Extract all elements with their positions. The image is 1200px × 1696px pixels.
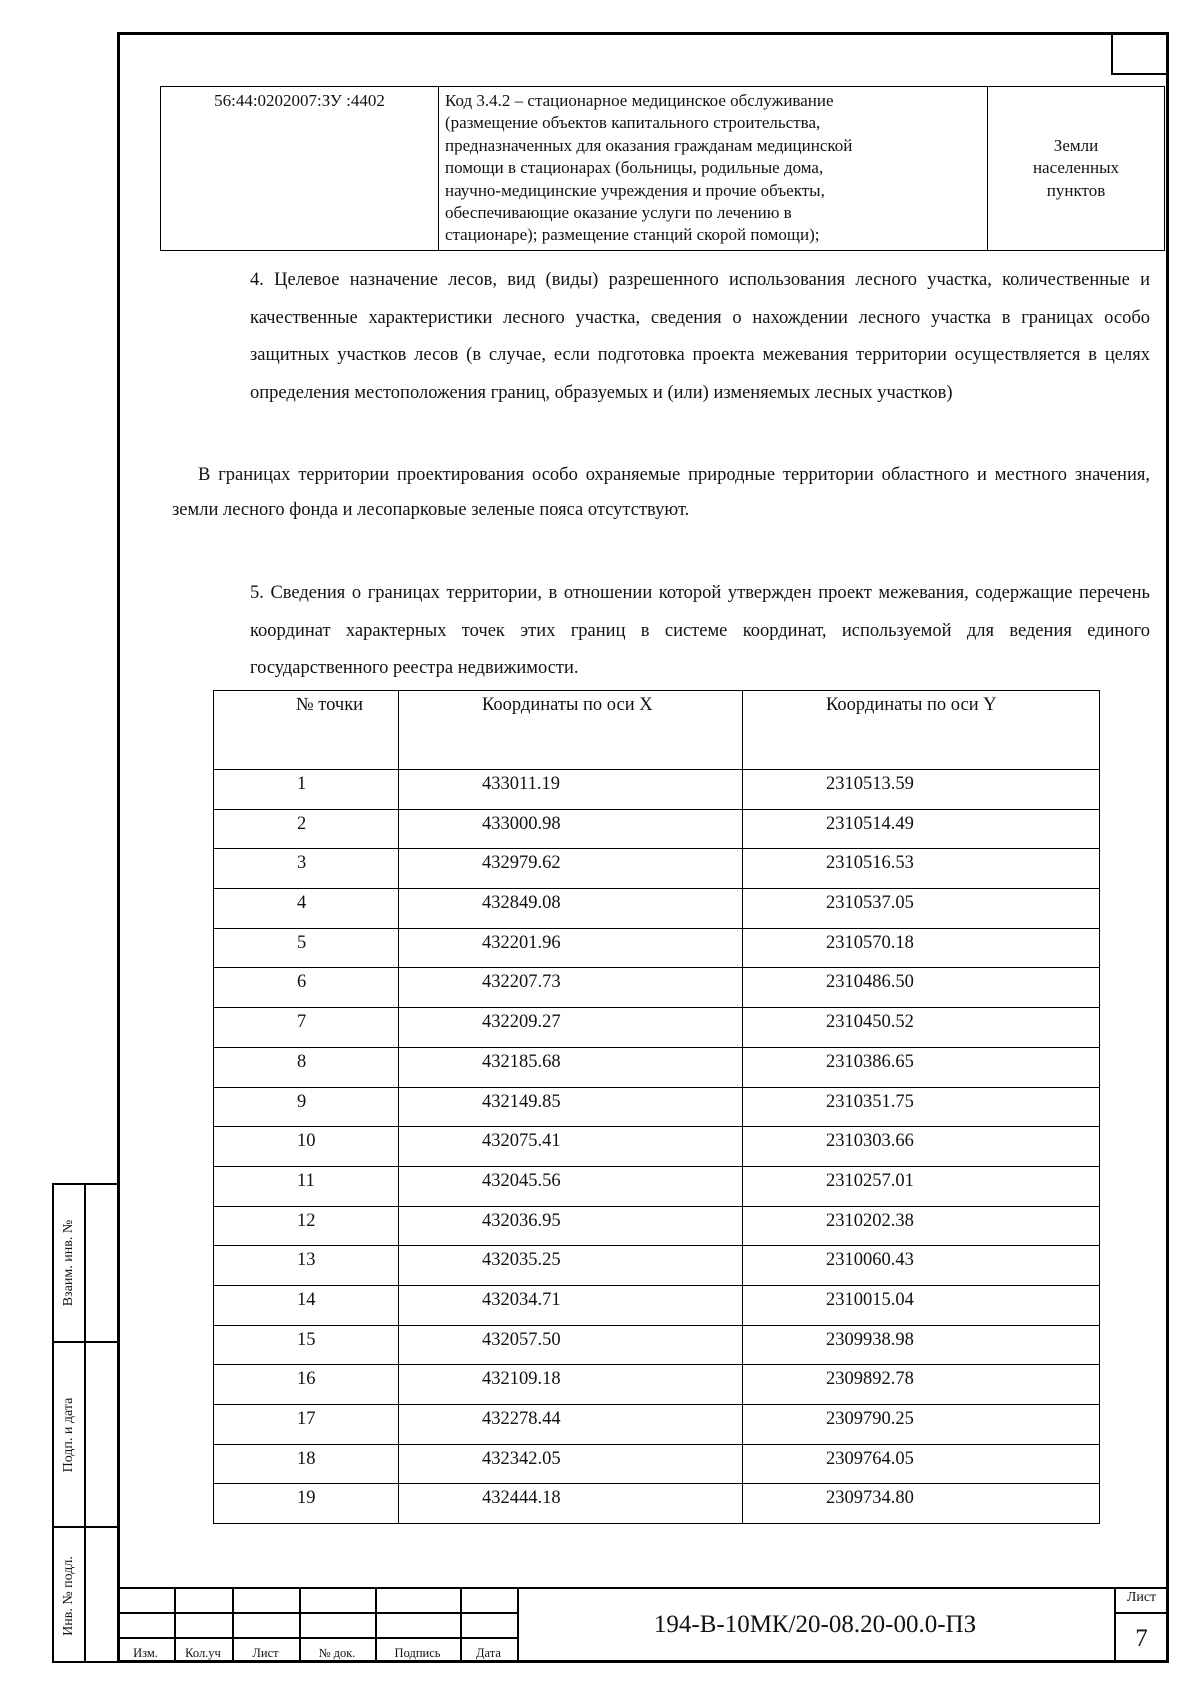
cadastral-number: 56:44:0202007:ЗУ :4402 bbox=[161, 87, 439, 251]
sheet-header: Лист bbox=[252, 1646, 279, 1660]
coordinate-y: 2309790.25 bbox=[743, 1405, 1100, 1445]
point-number: 6 bbox=[214, 968, 399, 1008]
qty-header: Кол.уч bbox=[185, 1646, 221, 1660]
coordinate-x: 432057.50 bbox=[399, 1325, 743, 1365]
table-row bbox=[214, 1484, 1100, 1524]
table-header-row bbox=[214, 691, 1100, 770]
point-number: 12 bbox=[214, 1206, 399, 1246]
point-number: 17 bbox=[214, 1405, 399, 1445]
point-number: 2 bbox=[214, 809, 399, 849]
column-header-point: № точки bbox=[214, 691, 399, 770]
category-line: пунктов bbox=[1046, 180, 1106, 200]
column-header-x: Координаты по оси X bbox=[399, 691, 743, 770]
coordinate-y: 2310257.01 bbox=[743, 1166, 1100, 1206]
point-number: 3 bbox=[214, 849, 399, 889]
point-number: 19 bbox=[214, 1484, 399, 1524]
coordinate-y: 2310516.53 bbox=[743, 849, 1100, 889]
coordinate-x: 432201.96 bbox=[399, 928, 743, 968]
coordinate-y: 2310351.75 bbox=[743, 1087, 1100, 1127]
point-number: 4 bbox=[214, 889, 399, 929]
signature-date-label: Подп. и дата bbox=[61, 1397, 76, 1472]
coordinate-x: 432207.73 bbox=[399, 968, 743, 1008]
original-inv-cell bbox=[54, 1526, 118, 1663]
rev-header: Изм. bbox=[133, 1646, 158, 1660]
table-row bbox=[161, 87, 1165, 251]
coordinate-x: 432342.05 bbox=[399, 1444, 743, 1484]
table-row bbox=[214, 1127, 1100, 1167]
category-line: Земли bbox=[1053, 135, 1099, 155]
point-number: 9 bbox=[214, 1087, 399, 1127]
coordinate-y: 2310386.65 bbox=[743, 1047, 1100, 1087]
coordinate-x: 432209.27 bbox=[399, 1008, 743, 1048]
table-row bbox=[214, 889, 1100, 929]
date-header: Дата bbox=[476, 1646, 501, 1660]
table-row bbox=[214, 1325, 1100, 1365]
description-line: стационаре); размещение станций скорой помощи); bbox=[445, 225, 820, 245]
coordinate-x: 432109.18 bbox=[399, 1365, 743, 1405]
sheet-number: 7 bbox=[1135, 1625, 1148, 1652]
description-line: Код 3.4.2 – стационарное медицинское обслуживание bbox=[445, 91, 834, 110]
coordinate-y: 2310513.59 bbox=[743, 770, 1100, 810]
description-line: (размещение объектов капитального строительства, bbox=[445, 113, 821, 133]
interchange-inv-cell bbox=[54, 1185, 118, 1341]
coordinate-x: 432444.18 bbox=[399, 1484, 743, 1524]
column-header-y: Координаты по оси Y bbox=[743, 691, 1100, 770]
corner-box bbox=[1111, 35, 1166, 75]
coordinate-x: 432979.62 bbox=[399, 849, 743, 889]
coordinate-y: 2309938.98 bbox=[743, 1325, 1100, 1365]
coordinate-y: 2310537.05 bbox=[743, 889, 1100, 929]
coordinate-x: 433000.98 bbox=[399, 809, 743, 849]
sheet-label: Лист bbox=[1126, 1590, 1157, 1605]
borders-paragraph: В границах территории проектирования особо охраняемые природные территории областного и местного значения, земли лесного фонда и лесопарковые зеленые пояса отсутствуют. bbox=[172, 465, 1150, 520]
coordinate-y: 2309892.78 bbox=[743, 1365, 1100, 1405]
description-line: предназначенных для оказания гражданам медицинской bbox=[445, 135, 853, 155]
coordinate-y: 2310450.52 bbox=[743, 1008, 1100, 1048]
coordinate-x: 433011.19 bbox=[399, 770, 743, 810]
table-row bbox=[214, 1206, 1100, 1246]
coordinate-y: 2309734.80 bbox=[743, 1484, 1100, 1524]
table-row bbox=[214, 1365, 1100, 1405]
coordinate-x: 432036.95 bbox=[399, 1206, 743, 1246]
point-number: 11 bbox=[214, 1166, 399, 1206]
coordinate-y: 2310015.04 bbox=[743, 1285, 1100, 1325]
point-number: 8 bbox=[214, 1047, 399, 1087]
coordinate-x: 432149.85 bbox=[399, 1087, 743, 1127]
coordinate-x: 432075.41 bbox=[399, 1127, 743, 1167]
document-code: 194-В-10МК/20-08.20-00.0-ПЗ bbox=[653, 1611, 977, 1638]
table-row bbox=[214, 849, 1100, 889]
interchange-inv-label: Взаим. инв. № bbox=[61, 1219, 76, 1307]
table-row bbox=[214, 1285, 1100, 1325]
table-row bbox=[214, 1246, 1100, 1286]
coordinate-y: 2310202.38 bbox=[743, 1206, 1100, 1246]
point-number: 16 bbox=[214, 1365, 399, 1405]
coordinate-y: 2310060.43 bbox=[743, 1246, 1100, 1286]
table-row bbox=[214, 1444, 1100, 1484]
side-stamp bbox=[52, 1183, 118, 1663]
table-row bbox=[214, 1047, 1100, 1087]
land-category bbox=[988, 87, 1165, 251]
description-line: научно-медицинские учреждения и прочие объекты, bbox=[445, 180, 825, 200]
section-5-heading: 5. Сведения о границах территории, в отношении которой утвержден проект межевания, содержащие перечень координат характерных точек этих границ в системе координат, используемой для ведения единого государственного реестра недвижимости. bbox=[250, 583, 1150, 679]
point-number: 15 bbox=[214, 1325, 399, 1365]
land-plot-table bbox=[160, 86, 1165, 251]
table-row bbox=[214, 1405, 1100, 1445]
table-row bbox=[214, 1008, 1100, 1048]
original-inv-label: Инв. № подл. bbox=[61, 1555, 76, 1636]
coordinate-x: 432035.25 bbox=[399, 1246, 743, 1286]
point-number: 5 bbox=[214, 928, 399, 968]
permitted-use-description bbox=[439, 87, 988, 251]
point-number: 13 bbox=[214, 1246, 399, 1286]
table-row bbox=[214, 770, 1100, 810]
coordinate-x: 432849.08 bbox=[399, 889, 743, 929]
coordinate-y: 2310303.66 bbox=[743, 1127, 1100, 1167]
point-number: 14 bbox=[214, 1285, 399, 1325]
coordinates-table bbox=[213, 690, 1100, 1524]
coordinate-x: 432185.68 bbox=[399, 1047, 743, 1087]
table-row bbox=[214, 809, 1100, 849]
signature-date-cell bbox=[54, 1341, 118, 1526]
table-row bbox=[214, 1087, 1100, 1127]
category-line: населенных bbox=[1032, 158, 1120, 178]
doc-no-header: № док. bbox=[318, 1646, 356, 1660]
point-number: 1 bbox=[214, 770, 399, 810]
coordinate-y: 2310486.50 bbox=[743, 968, 1100, 1008]
coordinate-x: 432045.56 bbox=[399, 1166, 743, 1206]
description-line: помощи в стационарах (больницы, родильные дома, bbox=[445, 158, 824, 178]
signature-header: Подпись bbox=[394, 1646, 441, 1660]
coordinate-y: 2310514.49 bbox=[743, 809, 1100, 849]
table-row bbox=[214, 928, 1100, 968]
coordinate-x: 432034.71 bbox=[399, 1285, 743, 1325]
coordinates-body bbox=[214, 770, 1100, 1524]
point-number: 7 bbox=[214, 1008, 399, 1048]
section-4-heading: 4. Целевое назначение лесов, вид (виды) разрешенного использования лесного участка, количественные и качественные характеристики лесного участка, сведения о нахождении лесного участка в границах особо защитных участков лесов (в случае, если подготовка проекта межевания территории осуществляется в целях определения местоположения границ, образуемых и (или) изменяемых лесных участков) bbox=[250, 270, 1150, 403]
coordinate-x: 432278.44 bbox=[399, 1405, 743, 1445]
table-row bbox=[214, 968, 1100, 1008]
point-number: 18 bbox=[214, 1444, 399, 1484]
point-number: 10 bbox=[214, 1127, 399, 1167]
coordinate-y: 2309764.05 bbox=[743, 1444, 1100, 1484]
table-row bbox=[214, 1166, 1100, 1206]
description-line: обеспечивающие оказание услуги по лечению в bbox=[445, 203, 792, 223]
coordinate-y: 2310570.18 bbox=[743, 928, 1100, 968]
